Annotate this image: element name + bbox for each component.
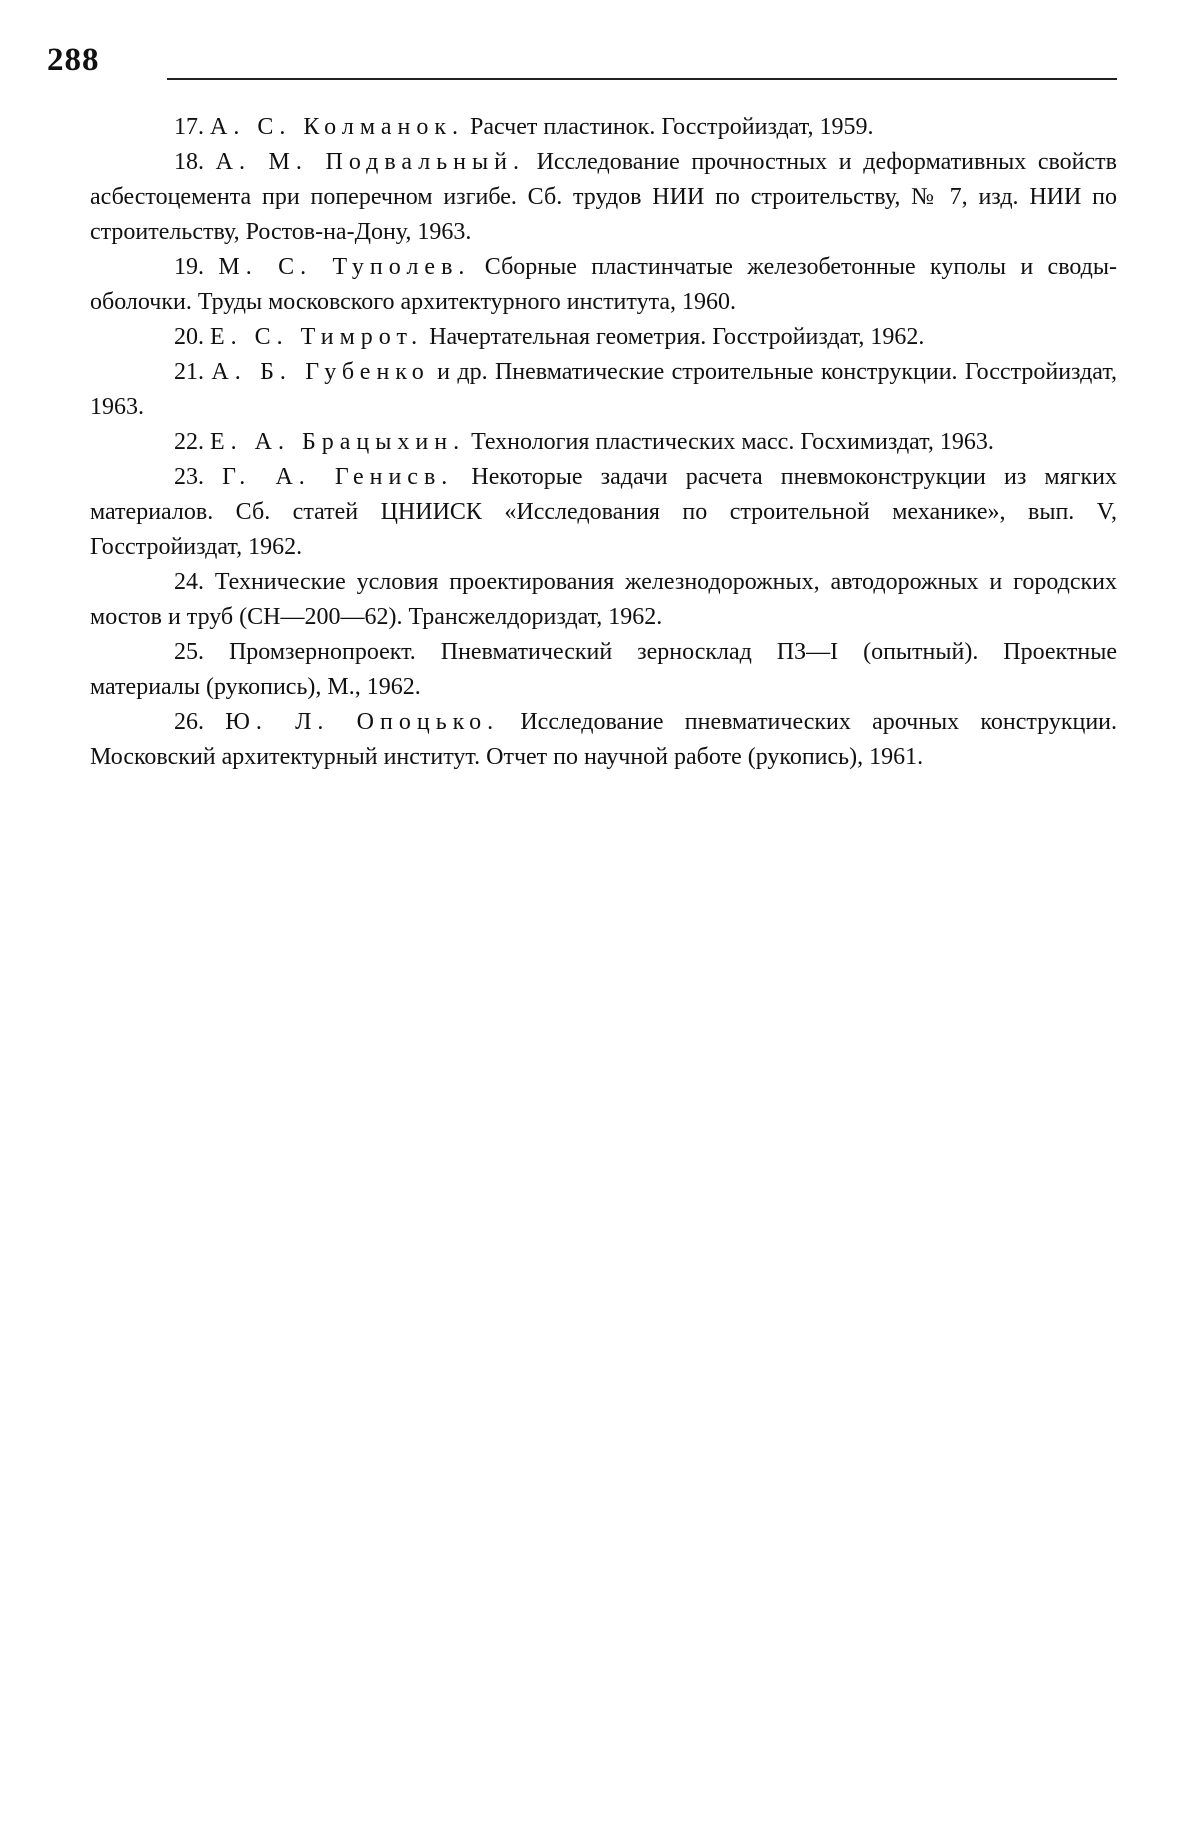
reference-text: Сборные пластинчатые железобетонные куполы и своды-оболочки. Труды московского архитектурного института, 1960. bbox=[90, 254, 1118, 315]
reference-author: Е. А. Брацыхин. bbox=[210, 429, 466, 455]
reference-number: 25. bbox=[174, 639, 204, 665]
reference-item bbox=[90, 565, 1117, 635]
reference-text: Исследование прочностных и деформативных свойств асбестоцемента при поперечном изгибе. Сб. трудов НИИ по строительству, № 7, изд. НИИ по строительству, Ростов-на-Дону, 1963. bbox=[90, 149, 1117, 245]
reference-text: и др. Пневматические строительные конструкции. Госстройиздат, 1963. bbox=[90, 359, 1118, 420]
header-rule bbox=[167, 78, 1117, 80]
reference-author: А. Б. Губенко bbox=[211, 359, 430, 385]
reference-text: Начертательная геометрия. Госстройиздат, 1962. bbox=[429, 324, 925, 350]
reference-author: М. С. Туполев. bbox=[218, 254, 471, 280]
reference-number: 19. bbox=[174, 254, 204, 280]
reference-text: Технология пластических масс. Госхимиздат, 1963. bbox=[471, 429, 994, 455]
reference-item bbox=[90, 110, 1117, 145]
reference-text: Промзернопроект. Пневматический зерносклад ПЗ—I (опытный). Проектные материалы (рукопись), М., 1962. bbox=[90, 639, 1117, 700]
reference-author: А. М. Подвальный. bbox=[215, 149, 525, 175]
reference-number: 20. bbox=[174, 324, 204, 350]
reference-text: Технические условия проектирования железнодорожных, автодорожных и городских мостов и труб (СН—200—62). Трансжелдориздат, 1962. bbox=[90, 569, 1117, 630]
reference-list bbox=[90, 110, 1117, 775]
reference-text: Некоторые задачи расчета пневмоконструкции из мягких материалов. Сб. статей ЦНИИСК «Исследования по строительной механике», вып. V, Госстройиздат, 1962. bbox=[90, 464, 1118, 560]
reference-number: 23. bbox=[174, 464, 204, 490]
reference-author: А. С. Колманок. bbox=[210, 114, 464, 140]
reference-text: Исследование пневматических арочных конструкции. Московский архитектурный институт. Отчет по научной работе (рукопись), 1961. bbox=[90, 709, 1118, 770]
reference-item bbox=[90, 460, 1117, 565]
reference-author: Ю. Л. Опоцько. bbox=[225, 709, 500, 735]
reference-number: 17. bbox=[174, 114, 204, 140]
page-number: 288 bbox=[47, 42, 100, 78]
reference-number: 26. bbox=[174, 709, 204, 735]
reference-text: Расчет пластинок. Госстройиздат, 1959. bbox=[470, 114, 874, 140]
reference-item bbox=[90, 145, 1117, 250]
reference-item bbox=[90, 355, 1117, 425]
reference-item bbox=[90, 320, 1117, 355]
reference-item bbox=[90, 425, 1117, 460]
reference-item bbox=[90, 250, 1117, 320]
reference-item bbox=[90, 705, 1117, 775]
reference-number: 21. bbox=[174, 359, 204, 385]
reference-number: 22. bbox=[174, 429, 204, 455]
reference-author: Г. А. Генисв. bbox=[222, 464, 454, 490]
reference-number: 18. bbox=[174, 149, 204, 175]
reference-author: Е. С. Тимрот. bbox=[210, 324, 424, 350]
page-header bbox=[47, 40, 1117, 88]
reference-number: 24. bbox=[174, 569, 204, 595]
reference-item bbox=[90, 635, 1117, 705]
